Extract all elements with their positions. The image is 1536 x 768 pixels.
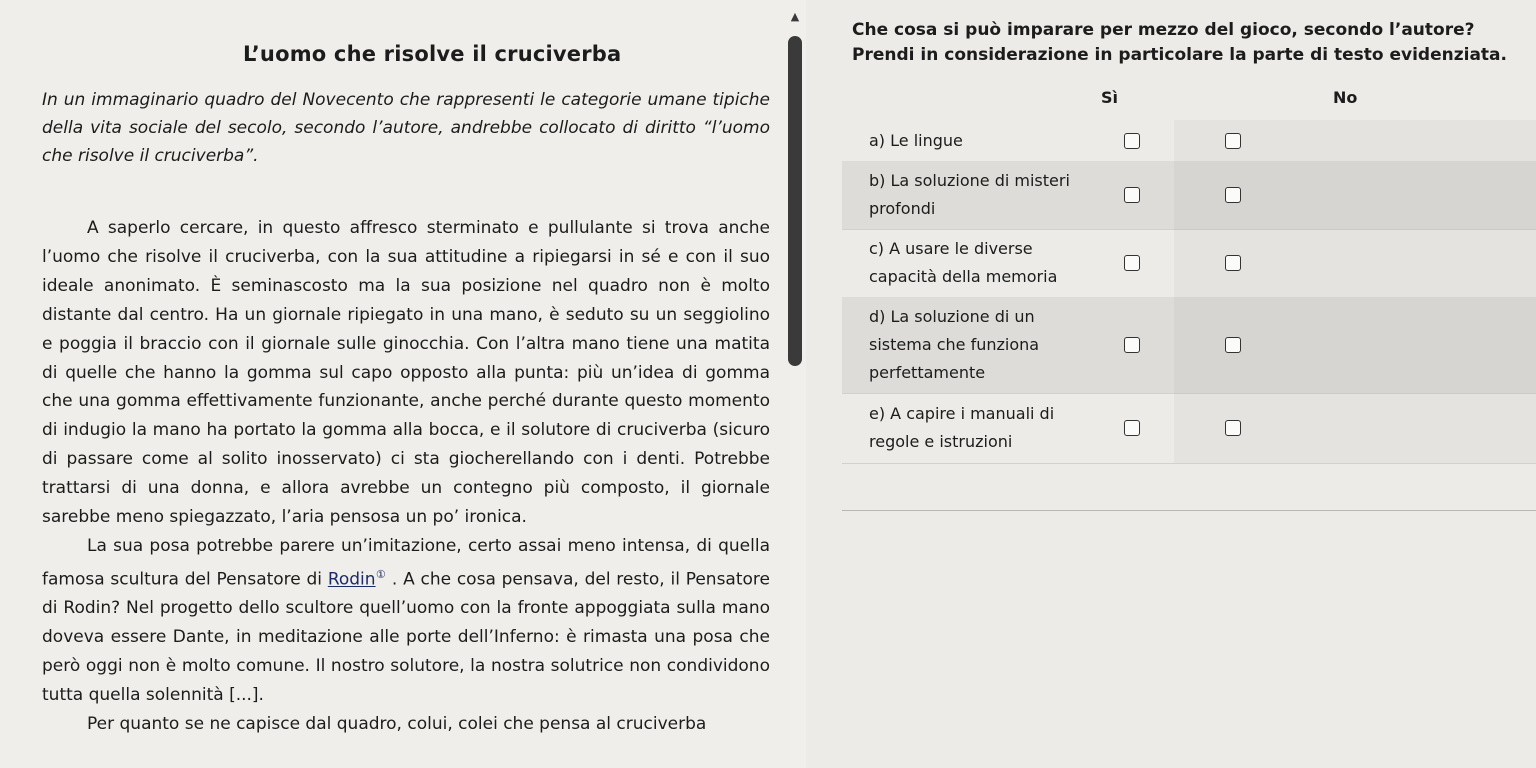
quiz-question: Che cosa si può imparare per mezzo del gioco, secondo l’autore? Prendi in considerazione in particolare la parte di testo evidenziata. xyxy=(852,20,1507,65)
option-cell-si xyxy=(1090,120,1174,161)
checkbox-si[interactable] xyxy=(1124,187,1140,203)
checkbox-si[interactable] xyxy=(1124,255,1140,271)
quiz-row-d xyxy=(842,297,1536,394)
quiz-row-label: a) Le lingue xyxy=(869,130,963,150)
paragraph-2-end: . A che cosa pensava, del resto, il Pensatore di Rodin? Nel progetto dello scultore quell’uomo con la fronte appoggiata sulla mano doveva essere Dante, in meditazione alle porte dell’Inferno: è rimasta una posa che però oggi non è molto comune. Il nostro solutore, la nostra solutrice non condividono tutta quella solennità [...]. xyxy=(42,569,770,706)
checkbox-si[interactable] xyxy=(1124,133,1140,149)
article-body xyxy=(42,214,770,739)
article-title: L’uomo che risolve il cruciverba xyxy=(243,42,622,66)
article-paragraph-1: A saperlo cercare, in questo affresco sterminato e pullulante si trova anche l’uomo che risolve il cruciverba, con la sua attitudine a ripiegarsi in sé e con il suo ideale anonimato. È seminascosto ma la sua posizione nel quadro non è molto distante dal centro. Ha un giornale ripiegato in una mano, è seduto su un seggiolino e poggia il braccio con il giornale sulle ginocchia. Con l’altra mano tiene una matita di quelle che hanno la gomma sul capo opposto alla punta: più un’idea di gomma che una gomma effettivamente funzionante, anche perché durante questo momento di indugio la mano ha portato la gomma alla bocca, e il solutore di cruciverba (sicuro di passare come al solito inosservato) ci sta giocherellando con i denti. Potrebbe trattarsi di una donna, e allora avrebbe un contegno più composto, il giornale sarebbe meno spiegazzato, l’aria pensosa un po’ ironica. xyxy=(42,218,770,528)
checkbox-no[interactable] xyxy=(1225,420,1241,436)
option-cell-si xyxy=(1090,229,1174,297)
panel-scrollbar[interactable] xyxy=(788,36,802,366)
checkbox-no[interactable] xyxy=(1225,255,1241,271)
checkbox-no[interactable] xyxy=(1225,337,1241,353)
quiz-row-label: c) A usare le diverse capacità della memoria xyxy=(869,239,1058,286)
paragraph-2-start: La sua posa potrebbe parere un’imitazione, certo assai meno intensa, di quella famosa scultura del Pensatore di xyxy=(42,535,770,590)
quiz-row-b xyxy=(842,161,1536,230)
option-cell-no xyxy=(1174,120,1536,161)
option-cell-no xyxy=(1174,297,1536,393)
scroll-up-arrow-icon[interactable]: ▲ xyxy=(790,10,800,23)
quiz-row-a xyxy=(842,120,1536,162)
column-header-no: No xyxy=(1333,88,1358,107)
quiz-row-c xyxy=(842,229,1536,298)
article-intro: In un immaginario quadro del Novecento che rappresenti le categorie umane tipiche della vita sociale del secolo, secondo l’autore, andrebbe collocato di diritto “l’uomo che risolve il cruciverba”. xyxy=(42,90,770,166)
option-cell-no xyxy=(1174,161,1536,229)
rodin-footnote-link[interactable]: Rodin xyxy=(327,569,376,590)
quiz-row-label: b) La soluzione di misteri profondi xyxy=(869,171,1070,218)
checkbox-no[interactable] xyxy=(1225,133,1241,149)
column-header-si: Sì xyxy=(1101,88,1119,107)
quiz-table xyxy=(842,80,1536,511)
quiz-row-e xyxy=(842,393,1536,464)
option-cell-si xyxy=(1090,161,1174,229)
option-cell-no xyxy=(1174,393,1536,463)
option-cell-no xyxy=(1174,229,1536,297)
option-cell-si xyxy=(1090,297,1174,393)
option-cell-si xyxy=(1090,393,1174,463)
footnote-marker[interactable]: ① xyxy=(375,567,387,581)
quiz-row-label: d) La soluzione di un sistema che funziona perfettamente xyxy=(869,307,1040,382)
checkbox-no[interactable] xyxy=(1225,187,1241,203)
checkbox-si[interactable] xyxy=(1124,420,1140,436)
checkbox-si[interactable] xyxy=(1124,337,1140,353)
quiz-row-label: e) A capire i manuali di regole e istruzioni xyxy=(869,404,1055,451)
article-paragraph-2 xyxy=(42,532,770,710)
article-paragraph-3: Per quanto se ne capisce dal quadro, colui, colei che pensa al cruciverba xyxy=(87,714,707,735)
